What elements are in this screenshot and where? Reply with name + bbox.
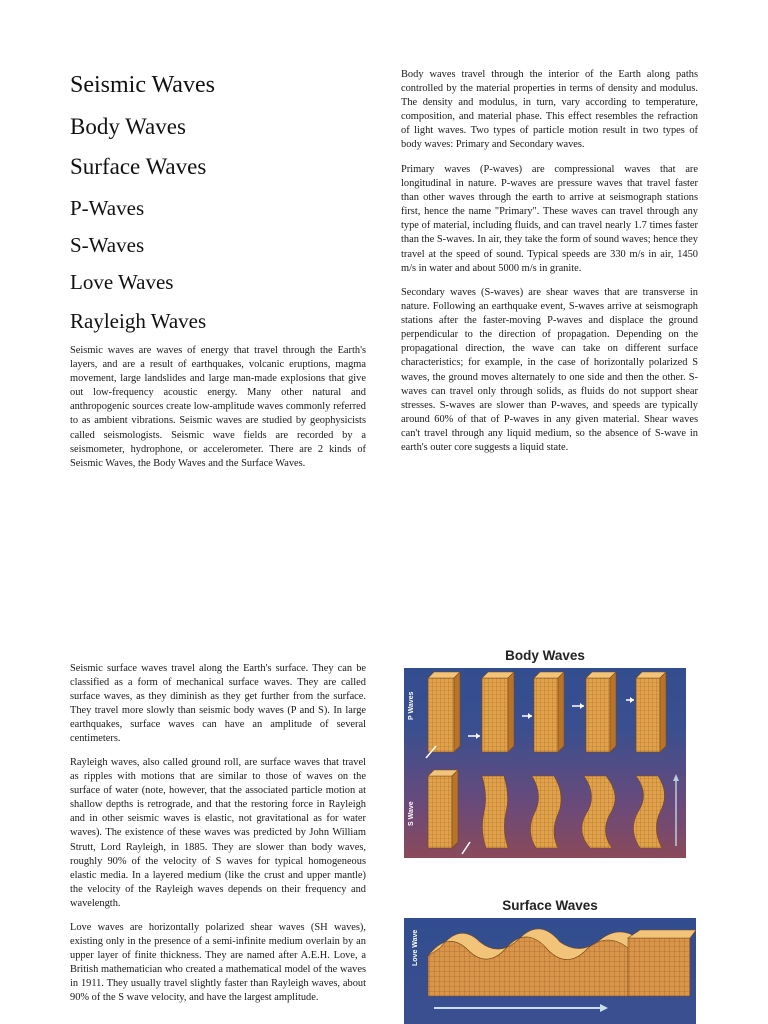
body-waves-figure [404, 646, 686, 858]
p-waves-paragraph: Primary waves (P-waves) are compressional waves that are longitudinal in nature. P-waves are pressure waves that travel faster than other waves through the earth to arrive at seismograph stations first, hence the name "Primary". These waves can travel through any type of material, including fluids, and can travel nearly 1.7 times faster than the S-waves. In air, they take the form of sound waves; hence they travel at the speed of sound. Typical speeds are 330 m/s in air, 1450 m/s in water and about 5000 m/s in granite. [401, 164, 698, 274]
surface-waves-illustration [404, 896, 696, 1024]
body-waves-illustration [404, 646, 686, 858]
body-waves-figure-title: Body Waves [505, 648, 585, 663]
s-waves-paragraph: Secondary waves (S-waves) are shear waves that are transverse in nature. Following an earthquake event, S-waves arrive at seismograph stations after the faster-moving P-waves and displace the ground perpendicular to the direction of propagation. Depending on the propagational direction, the wave can take on different surface characteristics; for example, in the case of horizontally polarized S waves, the ground moves alternately to one side and then the other. S-waves can travel only through solids, as fluids do not support shear stresses. S-waves are slower than P-waves, and speeds are typically around 60% of that of P-waves in any given material. Shear waves can't travel through any liquid medium, so the absence of S-wave in earth's outer core suggests a liquid state. [401, 287, 698, 454]
heading-seismic-waves: Seismic Waves [70, 72, 215, 98]
s-wave-label: S Wave [408, 801, 415, 826]
love-waves-paragraph: Love waves are horizontally polarized shear waves (SH waves), existing only in the presence of a semi-infinite medium overlain by an upper layer of finite thickness. They are named after A.E.H. Love, a British mathematician who created a mathematical model of the waves in 1911. They usually travel slightly faster than Rayleigh waves, about 90% of the S wave velocity, and have the largest amplitude. [70, 922, 366, 1004]
heading-s-waves: S-Waves [70, 233, 145, 257]
heading-rayleigh-waves: Rayleigh Waves [70, 309, 207, 333]
s-wave-blocks [428, 770, 679, 854]
heading-love-waves: Love Waves [70, 270, 174, 294]
heading-body-waves: Body Waves [70, 114, 186, 139]
heading-p-waves: P-Waves [70, 196, 145, 220]
surface-waves-figure [404, 896, 696, 1024]
intro-paragraph: Seismic waves are waves of energy that travel through the Earth's layers, and are a result of earthquakes, volcanic eruptions, magma movement, large landslides and large man-made explosions that give out low-frequency acoustic energy. Many other natural and anthropogenic sources create low-amplitude waves commonly referred to as ambient vibrations. Seismic waves are studied by geophysicists called seismologists. Seismic wave fields are recorded by a seismometer, hydrophone, or accelerometer. There are 2 kinds of Seismic Waves, the Body Waves and the Surface Waves. [70, 345, 366, 469]
body-waves-paragraph: Body waves travel through the interior of the Earth along paths controlled by the material properties in terms of density and modulus. The density and modulus, in turn, vary according to temperature, composition, and material phase. This effect resembles the refraction of light waves. Two types of particle motion result in two types of body waves: Primary and Secondary waves. [401, 69, 698, 151]
rayleigh-waves-paragraph: Rayleigh waves, also called ground roll, are surface waves that travel as ripples with motions that are similar to those of waves on the surface of water (note, however, that the associated particle motion at shallow depths is retrograde, and that the restoring force in Rayleigh and in other seismic waves is elastic, not gravitational as for water waves). The existence of these waves was predicted by John William Strutt, Lord Rayleigh, in 1885. They are slower than body waves, roughly 90% of the velocity of S waves for typical homogeneous elastic media. In a layered medium (like the crust and upper mantle) the velocity of the Rayleigh waves depends on their frequency and wavelength. [70, 757, 366, 909]
heading-surface-waves: Surface Waves [70, 154, 207, 179]
surface-waves-figure-title: Surface Waves [502, 898, 598, 913]
p-wave-blocks [426, 672, 666, 758]
love-wave-label: Love Wave [412, 929, 419, 966]
p-waves-label: P Waves [408, 691, 415, 720]
surface-waves-paragraph: Seismic surface waves travel along the Earth's surface. They can be classified as a form of mechanical surface waves. They are called surface waves, as they diminish as they get further from the surface. They travel more slowly than seismic body waves (P and S). In large earthquakes, surface waves can have an amplitude of several centimeters. [70, 663, 366, 745]
